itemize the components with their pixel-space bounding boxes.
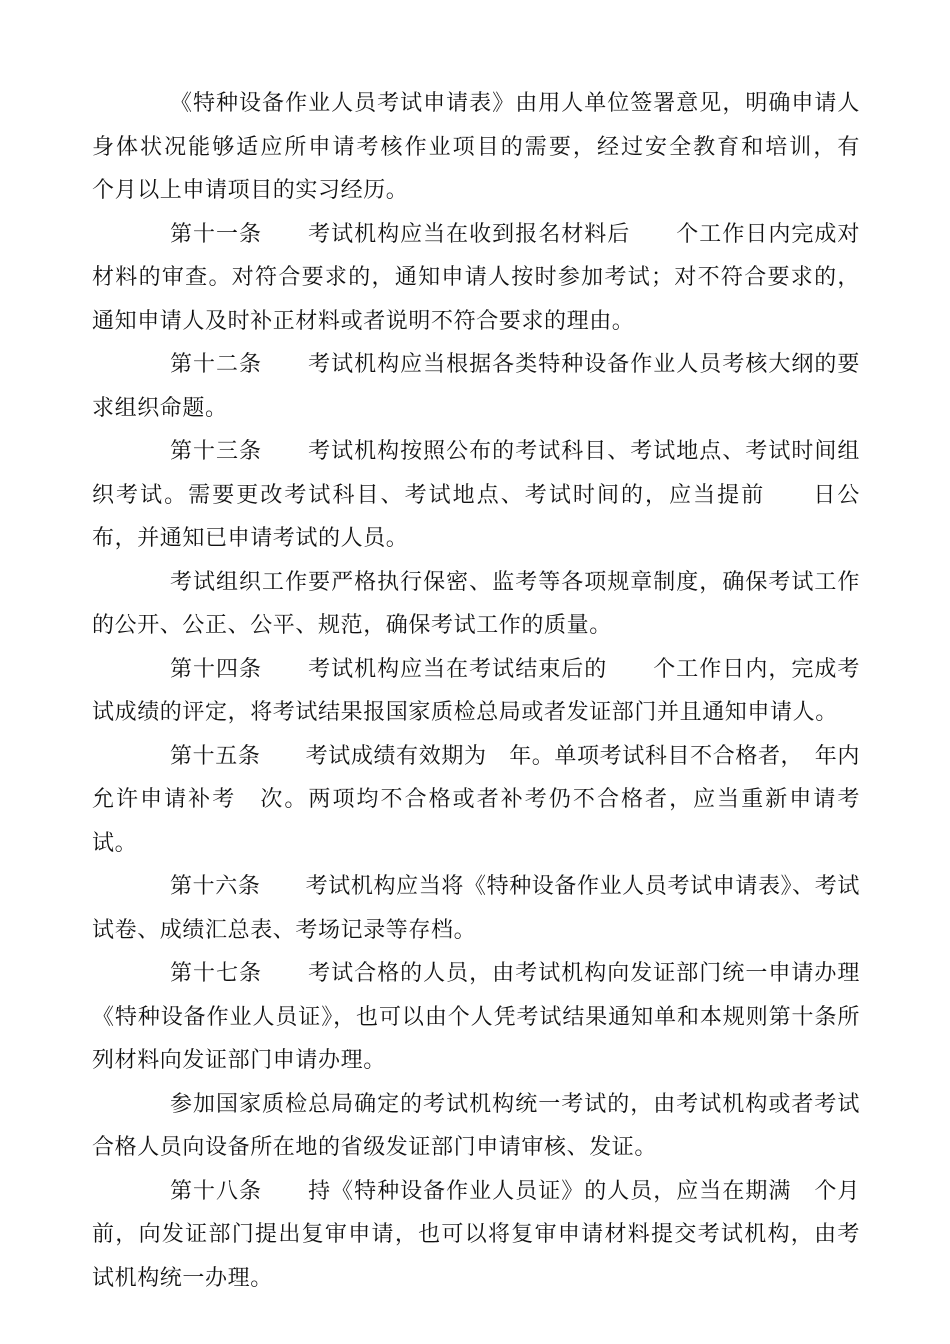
document-body [92,82,883,1300]
paragraph-article-15: 第十五条 考试成绩有效期为 年。单项考试科目不合格者， 年内允许申请补考 次。两项均不合格或者补考仍不合格者，应当重新申请考试。 [92,743,860,856]
paragraph-article-17: 第十七条 考试合格的人员，由考试机构向发证部门统一申请办理《特种设备作业人员证》，也可以由个人凭考试结果通知单和本规则第十条所列材料向发证部门申请办理。 [92,961,860,1073]
paragraph-national-exam: 参加国家质检总局确定的考试机构统一考试的，由考试机构或者考试合格人员向设备所在地的省级发证部门申请审核、发证。 [92,1091,860,1160]
paragraph-application-form: 《特种设备作业人员考试申请表》由用人单位签署意见，明确申请人身体状况能够适应所申请考核作业项目的需要，经过安全教育和培训，有 个月以上申请项目的实习经历。 [92,91,883,203]
paragraph-article-13: 第十三条 考试机构按照公布的考试科目、考试地点、考试时间组织考试。需要更改考试科目、考试地点、考试时间的，应当提前 日公布，并通知已申请考试的人员。 [92,439,860,551]
paragraph-exam-organization: 考试组织工作要严格执行保密、监考等各项规章制度，确保考试工作的公开、公正、公平、规范，确保考试工作的质量。 [92,569,860,638]
paragraph-article-18: 第十八条 持《特种设备作业人员证》的人员，应当在期满 个月前，向发证部门提出复审申请，也可以将复审申请材料提交考试机构，由考试机构统一办理。 [92,1178,860,1291]
paragraph-article-11: 第十一条 考试机构应当在收到报名材料后 个工作日内完成对材料的审查。对符合要求的，通知申请人按时参加考试；对不符合要求的，通知申请人及时补正材料或者说明不符合要求的理由。 [92,221,860,334]
paragraph-article-16: 第十六条 考试机构应当将《特种设备作业人员考试申请表》、考试试卷、成绩汇总表、考场记录等存档。 [92,874,860,943]
paragraph-article-14: 第十四条 考试机构应当在考试结束后的 个工作日内，完成考试成绩的评定，将考试结果报国家质检总局或者发证部门并且通知申请人。 [92,656,860,725]
paragraph-article-12: 第十二条 考试机构应当根据各类特种设备作业人员考核大纲的要求组织命题。 [92,352,860,421]
